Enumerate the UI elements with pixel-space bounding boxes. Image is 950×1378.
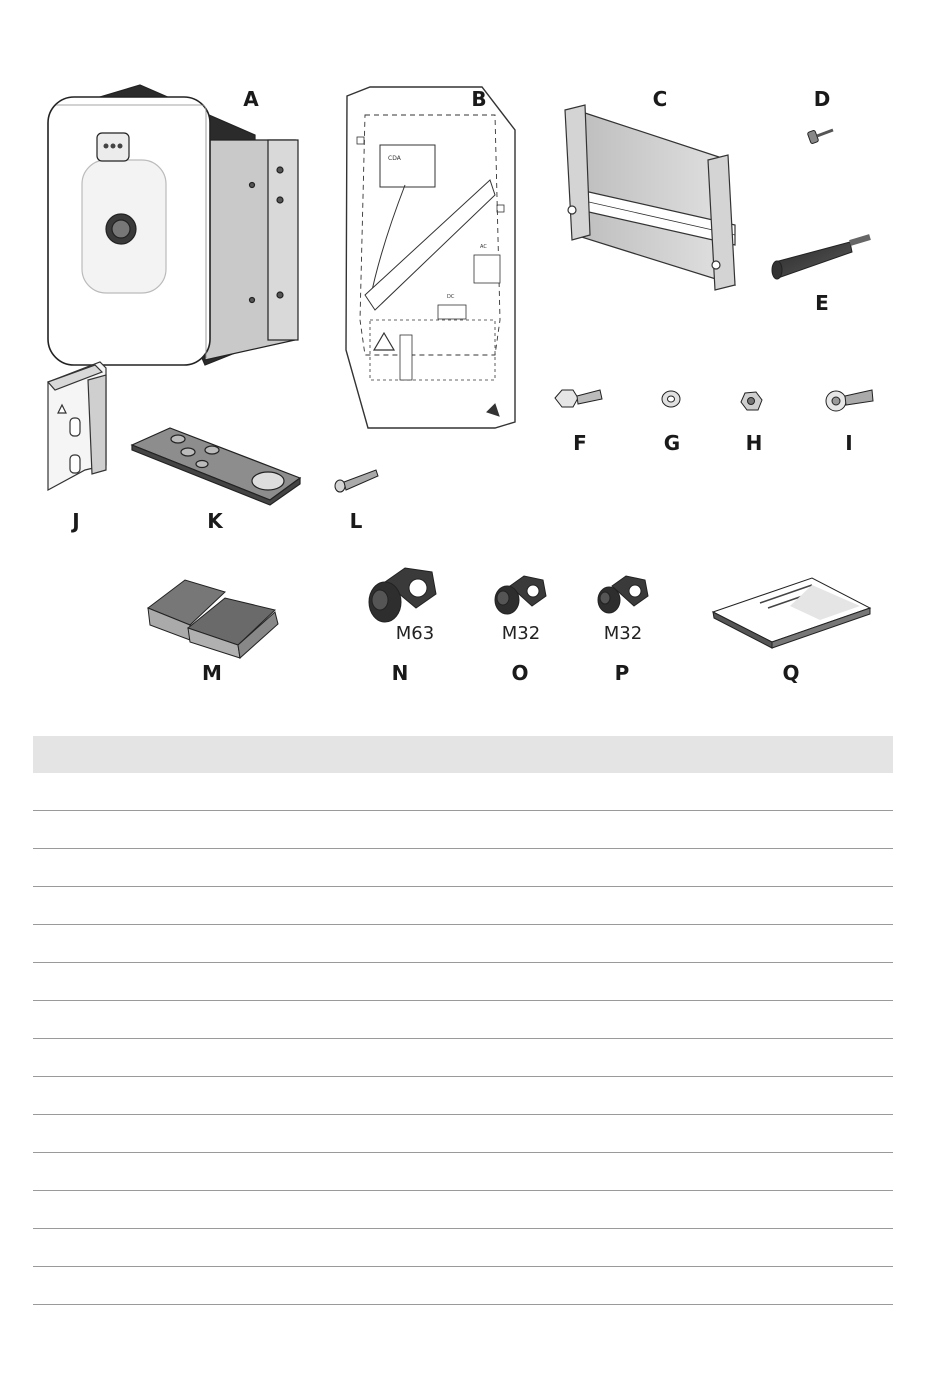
size-label-o: M32 [501,623,541,644]
table-cell [33,925,320,962]
table-cell [33,1115,320,1152]
table-cell [33,849,320,886]
wood-screw-l-icon [335,470,378,492]
mounting-template-icon [346,87,515,428]
table-cell [606,1267,893,1304]
label-e: E [815,291,829,315]
table-cell [606,1077,893,1114]
table-cell [33,1077,320,1114]
table-cell [33,773,320,810]
table-row [33,1267,893,1305]
wall-mounting-bracket-icon [565,105,735,290]
table-row [33,925,893,963]
hex-nut-h-icon [741,392,762,410]
table-row [33,811,893,849]
table-cell [606,811,893,848]
table-cell [606,773,893,810]
label-c: C [652,87,668,111]
table-cell [33,887,320,924]
clip-j-icon [48,362,106,490]
label-a: A [243,87,259,111]
panel-label-cda: CDA [388,155,401,162]
panel-label-dc: DC [447,294,455,300]
table-cell [320,811,607,848]
table-cell [33,1153,320,1190]
label-k: K [207,509,223,533]
gland-plate-k-icon [132,428,300,505]
label-p: P [614,661,630,685]
table-header-cell [320,736,607,773]
table-cell [33,1039,320,1076]
table-cell [606,887,893,924]
table-row [33,1229,893,1267]
table-cell [320,925,607,962]
table-cell [606,963,893,1000]
label-j: J [72,509,80,533]
washer-g-icon [662,391,680,407]
size-label-p: M32 [603,623,643,644]
label-i: I [845,431,853,455]
table-row [33,963,893,1001]
table-cell [320,849,607,886]
table-cell [33,1229,320,1266]
table-header-cell [606,736,893,773]
table-row [33,1153,893,1191]
panel-label-ac: AC [480,244,487,250]
table-cell [320,1115,607,1152]
table-cell [33,1267,320,1304]
table-row [33,849,893,887]
label-o: O [511,661,529,685]
ferrite-core-m-icon [148,580,278,658]
label-g: G [663,431,681,455]
table-cell [320,1001,607,1038]
label-n: N [391,661,409,685]
label-f: F [573,431,587,455]
table-row [33,773,893,811]
screw-d-icon [807,130,833,144]
table-cell [320,773,607,810]
label-b: B [471,87,487,111]
table-row [33,1115,893,1153]
table-cell [320,1077,607,1114]
cable-gland-n-icon [369,568,436,622]
cable-gland-o-icon [495,576,546,614]
table-cell [320,1153,607,1190]
rod-e-icon [772,237,870,279]
table-cell [320,1267,607,1304]
hex-screw-f-icon [555,390,602,407]
label-d: D [813,87,831,111]
table-cell [33,1191,320,1228]
table-cell [320,1229,607,1266]
table-cell [320,887,607,924]
table-cell [33,811,320,848]
table-cell [606,849,893,886]
table-cell [320,963,607,1000]
table-cell [606,1115,893,1152]
table-row [33,887,893,925]
table-cell [606,1153,893,1190]
scope-of-delivery-table [33,736,893,1305]
table-cell [320,1191,607,1228]
size-label-n: M63 [395,623,435,644]
label-m: M [202,661,222,685]
label-h: H [745,431,763,455]
table-cell [606,925,893,962]
table-row [33,1077,893,1115]
table-cell [606,1039,893,1076]
cable-gland-p-icon [598,576,648,613]
table-row [33,1001,893,1039]
table-header [33,736,893,773]
inverter-icon [48,85,298,365]
table-header-cell [33,736,320,773]
table-cell [320,1039,607,1076]
flange-screw-i-icon [826,390,873,411]
table-cell [606,1229,893,1266]
table-cell [606,1001,893,1038]
table-cell [33,1001,320,1038]
table-row [33,1039,893,1077]
label-q: Q [782,661,800,685]
table-cell [606,1191,893,1228]
documentation-q-icon [713,578,870,648]
table-cell [33,963,320,1000]
table-row [33,1191,893,1229]
label-l: L [349,509,363,533]
